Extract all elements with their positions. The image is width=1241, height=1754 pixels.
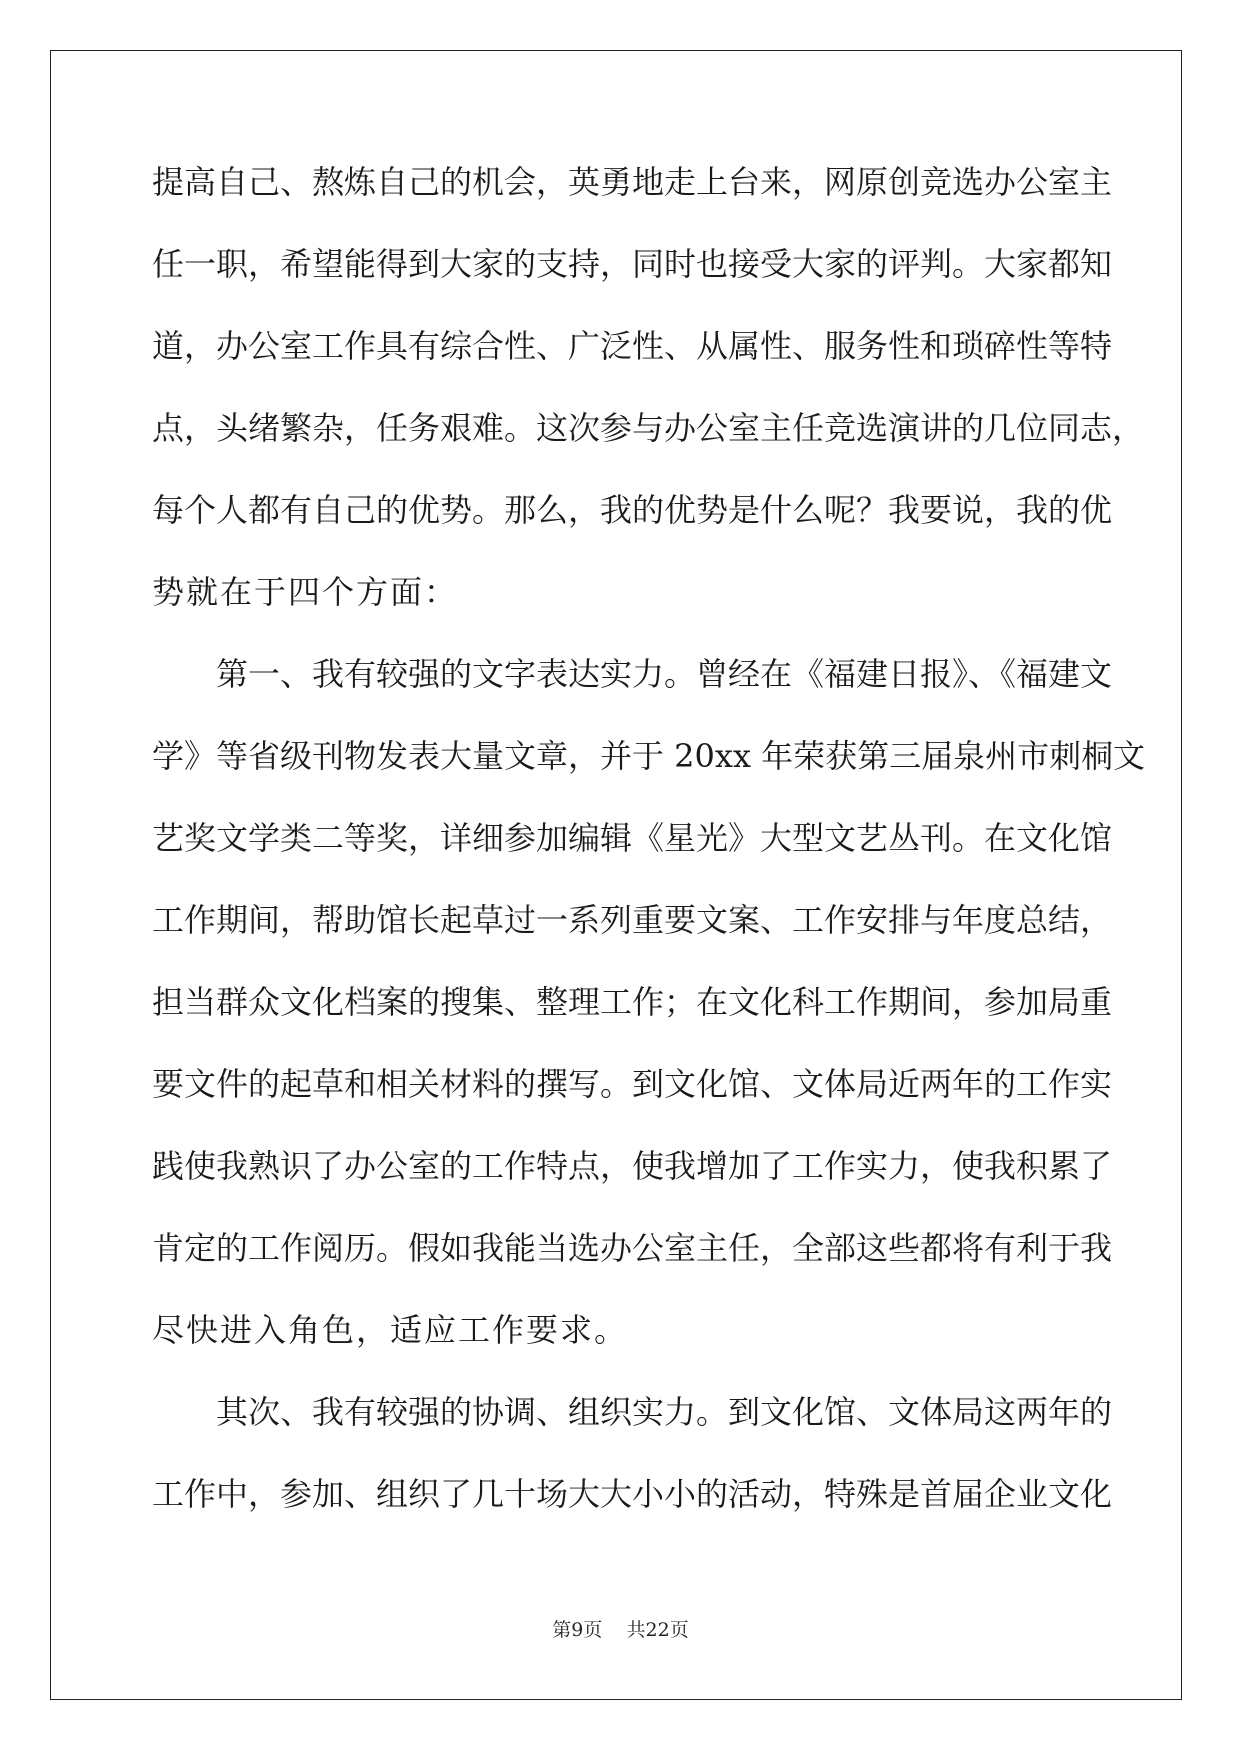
current-page-number: 9	[571, 1619, 584, 1641]
total-label-suffix: 页	[669, 1619, 689, 1641]
text-line: 其次、我有较强的协调、组织实力。到文化馆、文体局这两年的	[152, 1393, 1113, 1431]
text-line: 要文件的起草和相关材料的撰写。到文化馆、文体局近两年的工作实	[152, 1065, 1113, 1103]
text-line: 肯定的工作阅历。假如我能当选办公室主任，全部这些都将有利于我	[152, 1229, 1113, 1267]
text-line: 艺奖文学类二等奖，详细参加编辑《星光》大型文艺丛刊。在文化馆	[152, 819, 1113, 857]
text-line: 担当群众文化档案的搜集、整理工作；在文化科工作期间，参加局重	[152, 983, 1113, 1021]
text-line: 第一、我有较强的文字表达实力。曾经在《福建日报》、《福建文	[152, 655, 1113, 693]
text-line: 任一职，希望能得到大家的支持，同时也接受大家的评判。大家都知	[152, 245, 1113, 283]
text-line: 学》等省级刊物发表大量文章，并于 20xx 年荣获第三届泉州市刺桐文	[152, 737, 1146, 775]
text-line: 点，头绪繁杂，任务艰难。这次参与办公室主任竞选演讲的几位同志，	[152, 409, 1145, 447]
total-label-prefix: 共	[626, 1619, 646, 1641]
text-line: 提高自己、熬炼自己的机会，英勇地走上台来，网原创竞选办公室主	[152, 163, 1113, 201]
text-line: 每个人都有自己的优势。那么，我的优势是什么呢？我要说，我的优	[152, 491, 1113, 529]
text-line: 践使我熟识了办公室的工作特点，使我增加了工作实力，使我积累了	[152, 1147, 1113, 1185]
page-footer	[0, 1615, 1241, 1642]
text-line: 工作期间，帮助馆长起草过一系列重要文案、工作安排与年度总结，	[152, 901, 1113, 939]
page-label-prefix: 第	[552, 1619, 572, 1641]
text-line: 道，办公室工作具有综合性、广泛性、从属性、服务性和琐碎性等特	[152, 327, 1113, 365]
total-pages-number: 22	[645, 1619, 670, 1641]
text-line: 尽快进入角色，适应工作要求。	[152, 1311, 629, 1349]
text-line: 工作中，参加、组织了几十场大大小小的活动，特殊是首届企业文化	[152, 1475, 1113, 1513]
document-body	[152, 162, 1146, 1556]
page-label-suffix: 页	[583, 1619, 603, 1641]
text-line: 势就在于四个方面：	[152, 573, 459, 611]
